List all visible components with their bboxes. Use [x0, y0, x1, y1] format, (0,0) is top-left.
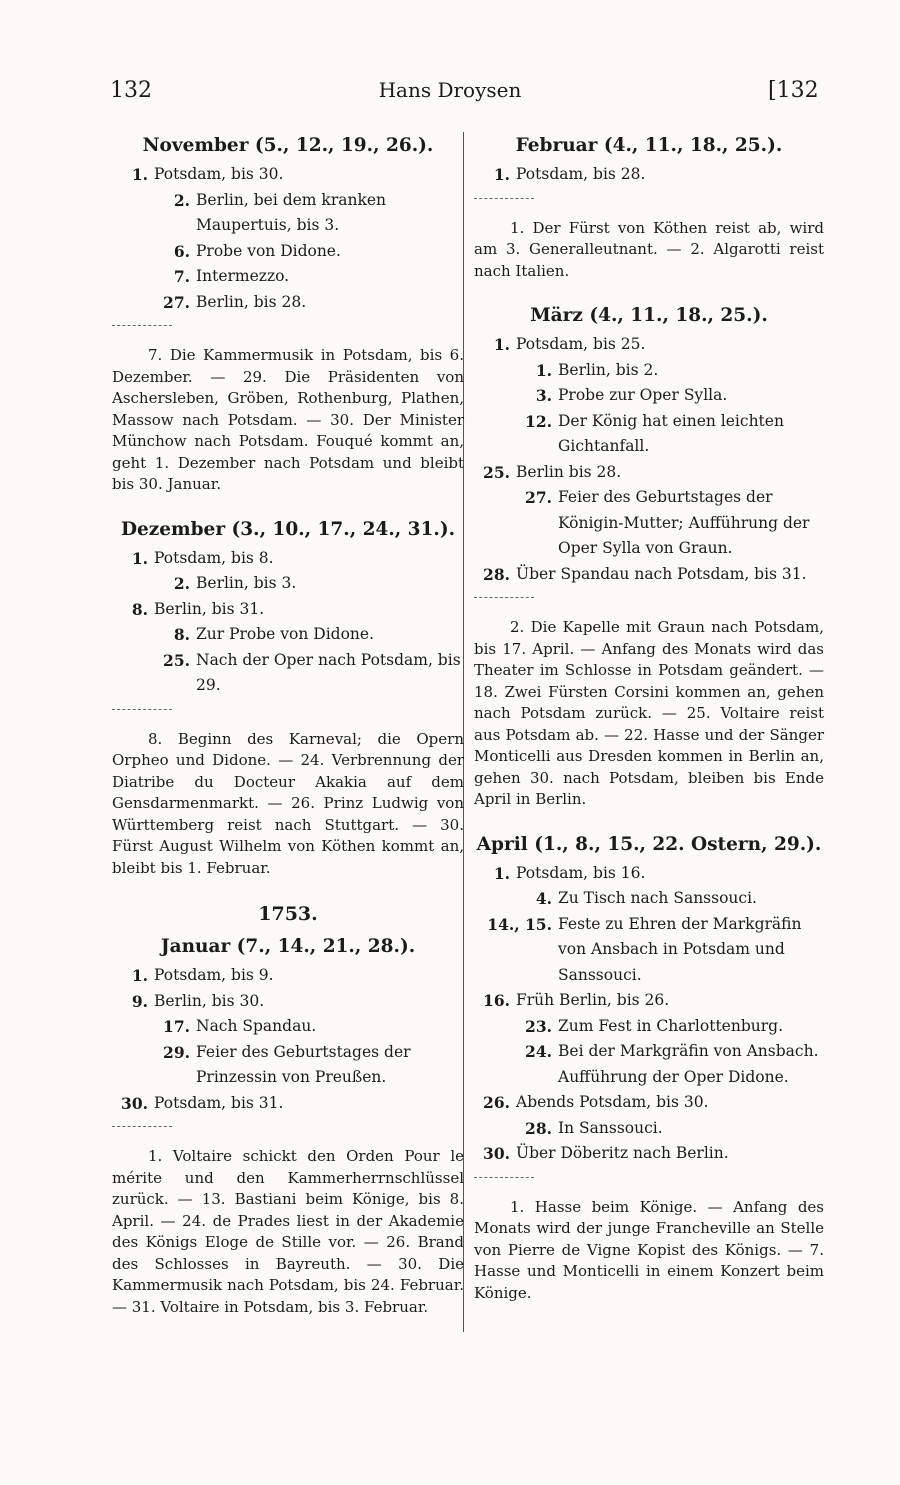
entry-text: Potsdam, bis 30.: [154, 165, 284, 183]
entry-text: Berlin, bis 28.: [196, 292, 307, 311]
day: 7.: [173, 267, 190, 286]
entry-text: Probe von Didone.: [196, 241, 341, 260]
running-title: Hans Droysen: [378, 78, 522, 102]
list-item: [474, 1141, 824, 1167]
list-item: [112, 597, 464, 623]
divider: [112, 325, 172, 327]
itinerary-april: [474, 861, 824, 1167]
note-november: 7. Die Kammermusik in Potsdam, bis 6. Dezember. — 29. Die Präsidenten von Aschersleben, Gröben, Rothenburg, Plathen, Massow nach Potsdam. — 30. Der Minister Münchow nach Potsdam. Fouqué kommt an, geht 1. Dezember nach Potsdam und bleibt bis 30. Januar.: [112, 346, 464, 493]
entry-text: Probe zur Oper Sylla.: [558, 386, 728, 404]
divider: [112, 709, 172, 711]
entry-text: Feier des Geburtstages der Prinzessin von Preußen.: [196, 1042, 411, 1086]
list-item: [474, 861, 824, 887]
day: 1.: [493, 863, 510, 883]
entry-text: Früh Berlin, bis 26.: [516, 991, 670, 1009]
list-item: [112, 239, 464, 265]
entry-text: Zur Probe von Didone.: [196, 625, 375, 643]
month-heading-maerz: März (4., 11., 18., 25.).: [530, 305, 768, 326]
note-maerz: 2. Die Kapelle mit Graun nach Potsdam, bis 17. April. — Anfang des Monats wird das Theater im Schlosse in Potsdam geändert. — 18. Zwei Fürsten Corsini kommen an, gehen nach Potsdam zurück. — 25. Voltaire reist aus Potsdam ab. — 22. Hasse und der Sänger Monticelli aus Dresden kommen in Berlin an, gehen 30. nach Potsdam, bleiben bis Ende April in Berlin.: [474, 618, 824, 808]
divider: [474, 597, 534, 599]
day: 30.: [483, 1144, 510, 1163]
list-item: [474, 886, 824, 912]
day: 4.: [535, 889, 552, 908]
list-item: [474, 485, 824, 562]
list-item: [112, 989, 464, 1015]
day: 2.: [173, 190, 190, 210]
day: 23.: [525, 1016, 552, 1036]
entry-text: Nach Spandau.: [196, 1017, 317, 1035]
right-column: [474, 130, 824, 1322]
day: 6.: [173, 241, 190, 261]
entry-text: Intermezzo.: [196, 267, 290, 285]
list-item: [474, 562, 824, 588]
list-item: [474, 460, 824, 486]
month-heading-april: April (1., 8., 15., 22. Ostern, 29.).: [476, 833, 822, 855]
entry-text: In Sanssouci.: [558, 1118, 663, 1137]
itinerary-november: [112, 162, 464, 315]
entry-text: Feier des Geburtstages der Königin-Mutter; Aufführung der Oper Sylla von Graun.: [558, 488, 810, 557]
day: 1.: [493, 335, 510, 354]
entry-text: Bei der Markgräfin von Ansbach. Aufführung der Oper Didone.: [558, 1042, 819, 1086]
day: 1.: [131, 165, 148, 184]
entry-text: Potsdam, bis 8.: [154, 548, 274, 567]
divider: [474, 198, 534, 200]
entry-text: Der König hat einen leichten Gichtanfall.: [558, 411, 784, 455]
entry-text: Feste zu Ehren der Markgräfin von Ansbach in Potsdam und Sanssouci.: [558, 914, 802, 984]
day: 8.: [173, 625, 190, 644]
list-item: [112, 963, 464, 989]
note-dezember: 8. Beginn des Karneval; die Opern Orpheo und Didone. — 24. Verbrennung der Diatribe du Docteur Akakia auf dem Gensdarmenmarkt. — 26. Prinz Ludwig von Württemberg reist nach Stuttgart. — 30. Fürst August Wilhelm von Köthen kommt an, bleibt bis 1. Februar.: [112, 729, 464, 877]
day: 17.: [163, 1017, 190, 1036]
list-item: [474, 383, 824, 409]
list-item: [112, 1014, 464, 1040]
entry-text: Berlin, bei dem kranken Maupertuis, bis 3.: [196, 190, 386, 234]
page-header: [0, 78, 900, 118]
day: 1.: [131, 548, 148, 568]
year-heading: 1753.: [258, 903, 318, 925]
day: 1.: [131, 966, 148, 985]
entry-text: Zu Tisch nach Sanssouci.: [558, 889, 757, 907]
divider: [474, 1177, 534, 1179]
day: 14., 15.: [487, 914, 552, 934]
divider: [112, 1126, 172, 1128]
entry-text: Zum Fest in Charlottenburg.: [558, 1016, 783, 1035]
day: 27.: [163, 292, 190, 312]
day: 16.: [483, 991, 510, 1010]
entry-text: Über Spandau nach Potsdam, bis 31.: [516, 564, 807, 583]
day: 25.: [483, 462, 510, 482]
entry-text: Über Döberitz nach Berlin.: [516, 1144, 729, 1162]
day: 24.: [525, 1042, 552, 1061]
list-item: [112, 622, 464, 648]
entry-text: Nach der Oper nach Potsdam, bis 29.: [196, 650, 461, 694]
list-item: [474, 1116, 824, 1142]
note-februar: 1. Der Fürst von Köthen reist ab, wird am 3. Generalleutnant. — 2. Algarotti reist nach Italien.: [474, 218, 824, 280]
entry-text: Berlin, bis 3.: [196, 574, 297, 592]
itinerary-maerz: [474, 332, 824, 587]
month-heading-november: November (5., 12., 19., 26.).: [142, 135, 434, 156]
note-april: 1. Hasse beim Könige. — Anfang des Monats wird der junge Francheville an Stelle von Pierre de Vigne Kopist des Königs. — 7. Hasse und Monticelli in einem Konzert beim Könige.: [474, 1197, 824, 1302]
left-column: [112, 130, 464, 1336]
entry-text: Berlin, bis 2.: [558, 360, 659, 379]
list-item: [112, 1091, 464, 1117]
day: 25.: [163, 650, 190, 670]
list-item: [474, 1090, 824, 1116]
list-item: [474, 912, 824, 989]
list-item: [112, 571, 464, 597]
list-item: [112, 1040, 464, 1091]
day: 3.: [535, 386, 552, 405]
entry-text: Abends Potsdam, bis 30.: [516, 1093, 709, 1111]
day: 28.: [525, 1118, 552, 1138]
itinerary-februar: [474, 162, 824, 188]
list-item: [112, 290, 464, 316]
list-item: [112, 546, 464, 572]
day: 27.: [525, 488, 552, 507]
day: 26.: [483, 1093, 510, 1112]
entry-text: Potsdam, bis 31.: [154, 1093, 284, 1112]
list-item: [474, 162, 824, 188]
list-item: [474, 358, 824, 384]
day: 8.: [131, 599, 148, 619]
list-item: [474, 1014, 824, 1040]
list-item: [474, 409, 824, 460]
list-item: [474, 1039, 824, 1090]
list-item: [112, 188, 464, 239]
day: 2.: [173, 574, 190, 593]
month-heading-januar: Januar (7., 14., 21., 28.).: [160, 936, 416, 957]
page-number-right: [132: [768, 78, 819, 103]
day: 9.: [131, 991, 148, 1011]
note-januar: 1. Voltaire schickt den Orden Pour le mérite und den Kammerherrnschlüssel zurück. — 13. Bastiani beim Könige, bis 8. April. — 24. de Prades liest in der Akademie des Königs Eloge de Stille vor. — 26. Brand des Schlosses in Bayreuth. — 30. Die Kammermusik nach Potsdam, bis 24. Februar. — 31. Voltaire in Potsdam, bis 3. Februar.: [112, 1147, 464, 1316]
month-heading-februar: Februar (4., 11., 18., 25.).: [515, 135, 783, 156]
day: 1.: [493, 165, 510, 184]
entry-text: Berlin, bis 31.: [154, 599, 265, 618]
entry-text: Potsdam, bis 25.: [516, 335, 646, 353]
list-item: [112, 264, 464, 290]
list-item: [112, 648, 464, 699]
day: 12.: [525, 411, 552, 431]
day: 29.: [163, 1042, 190, 1062]
list-item: [474, 332, 824, 358]
day: 30.: [121, 1093, 148, 1113]
entry-text: Potsdam, bis 28.: [516, 165, 646, 183]
page-number-left: 132: [110, 78, 152, 103]
itinerary-dezember: [112, 546, 464, 699]
entry-text: Potsdam, bis 9.: [154, 966, 274, 984]
itinerary-januar: [112, 963, 464, 1116]
entry-text: Berlin, bis 30.: [154, 991, 265, 1010]
entry-text: Potsdam, bis 16.: [516, 863, 646, 882]
month-heading-dezember: Dezember (3., 10., 17., 24., 31.).: [120, 518, 456, 540]
day: 28.: [483, 564, 510, 584]
day: 1.: [535, 360, 552, 380]
entry-text: Berlin bis 28.: [516, 462, 622, 481]
list-item: [112, 162, 464, 188]
list-item: [474, 988, 824, 1014]
